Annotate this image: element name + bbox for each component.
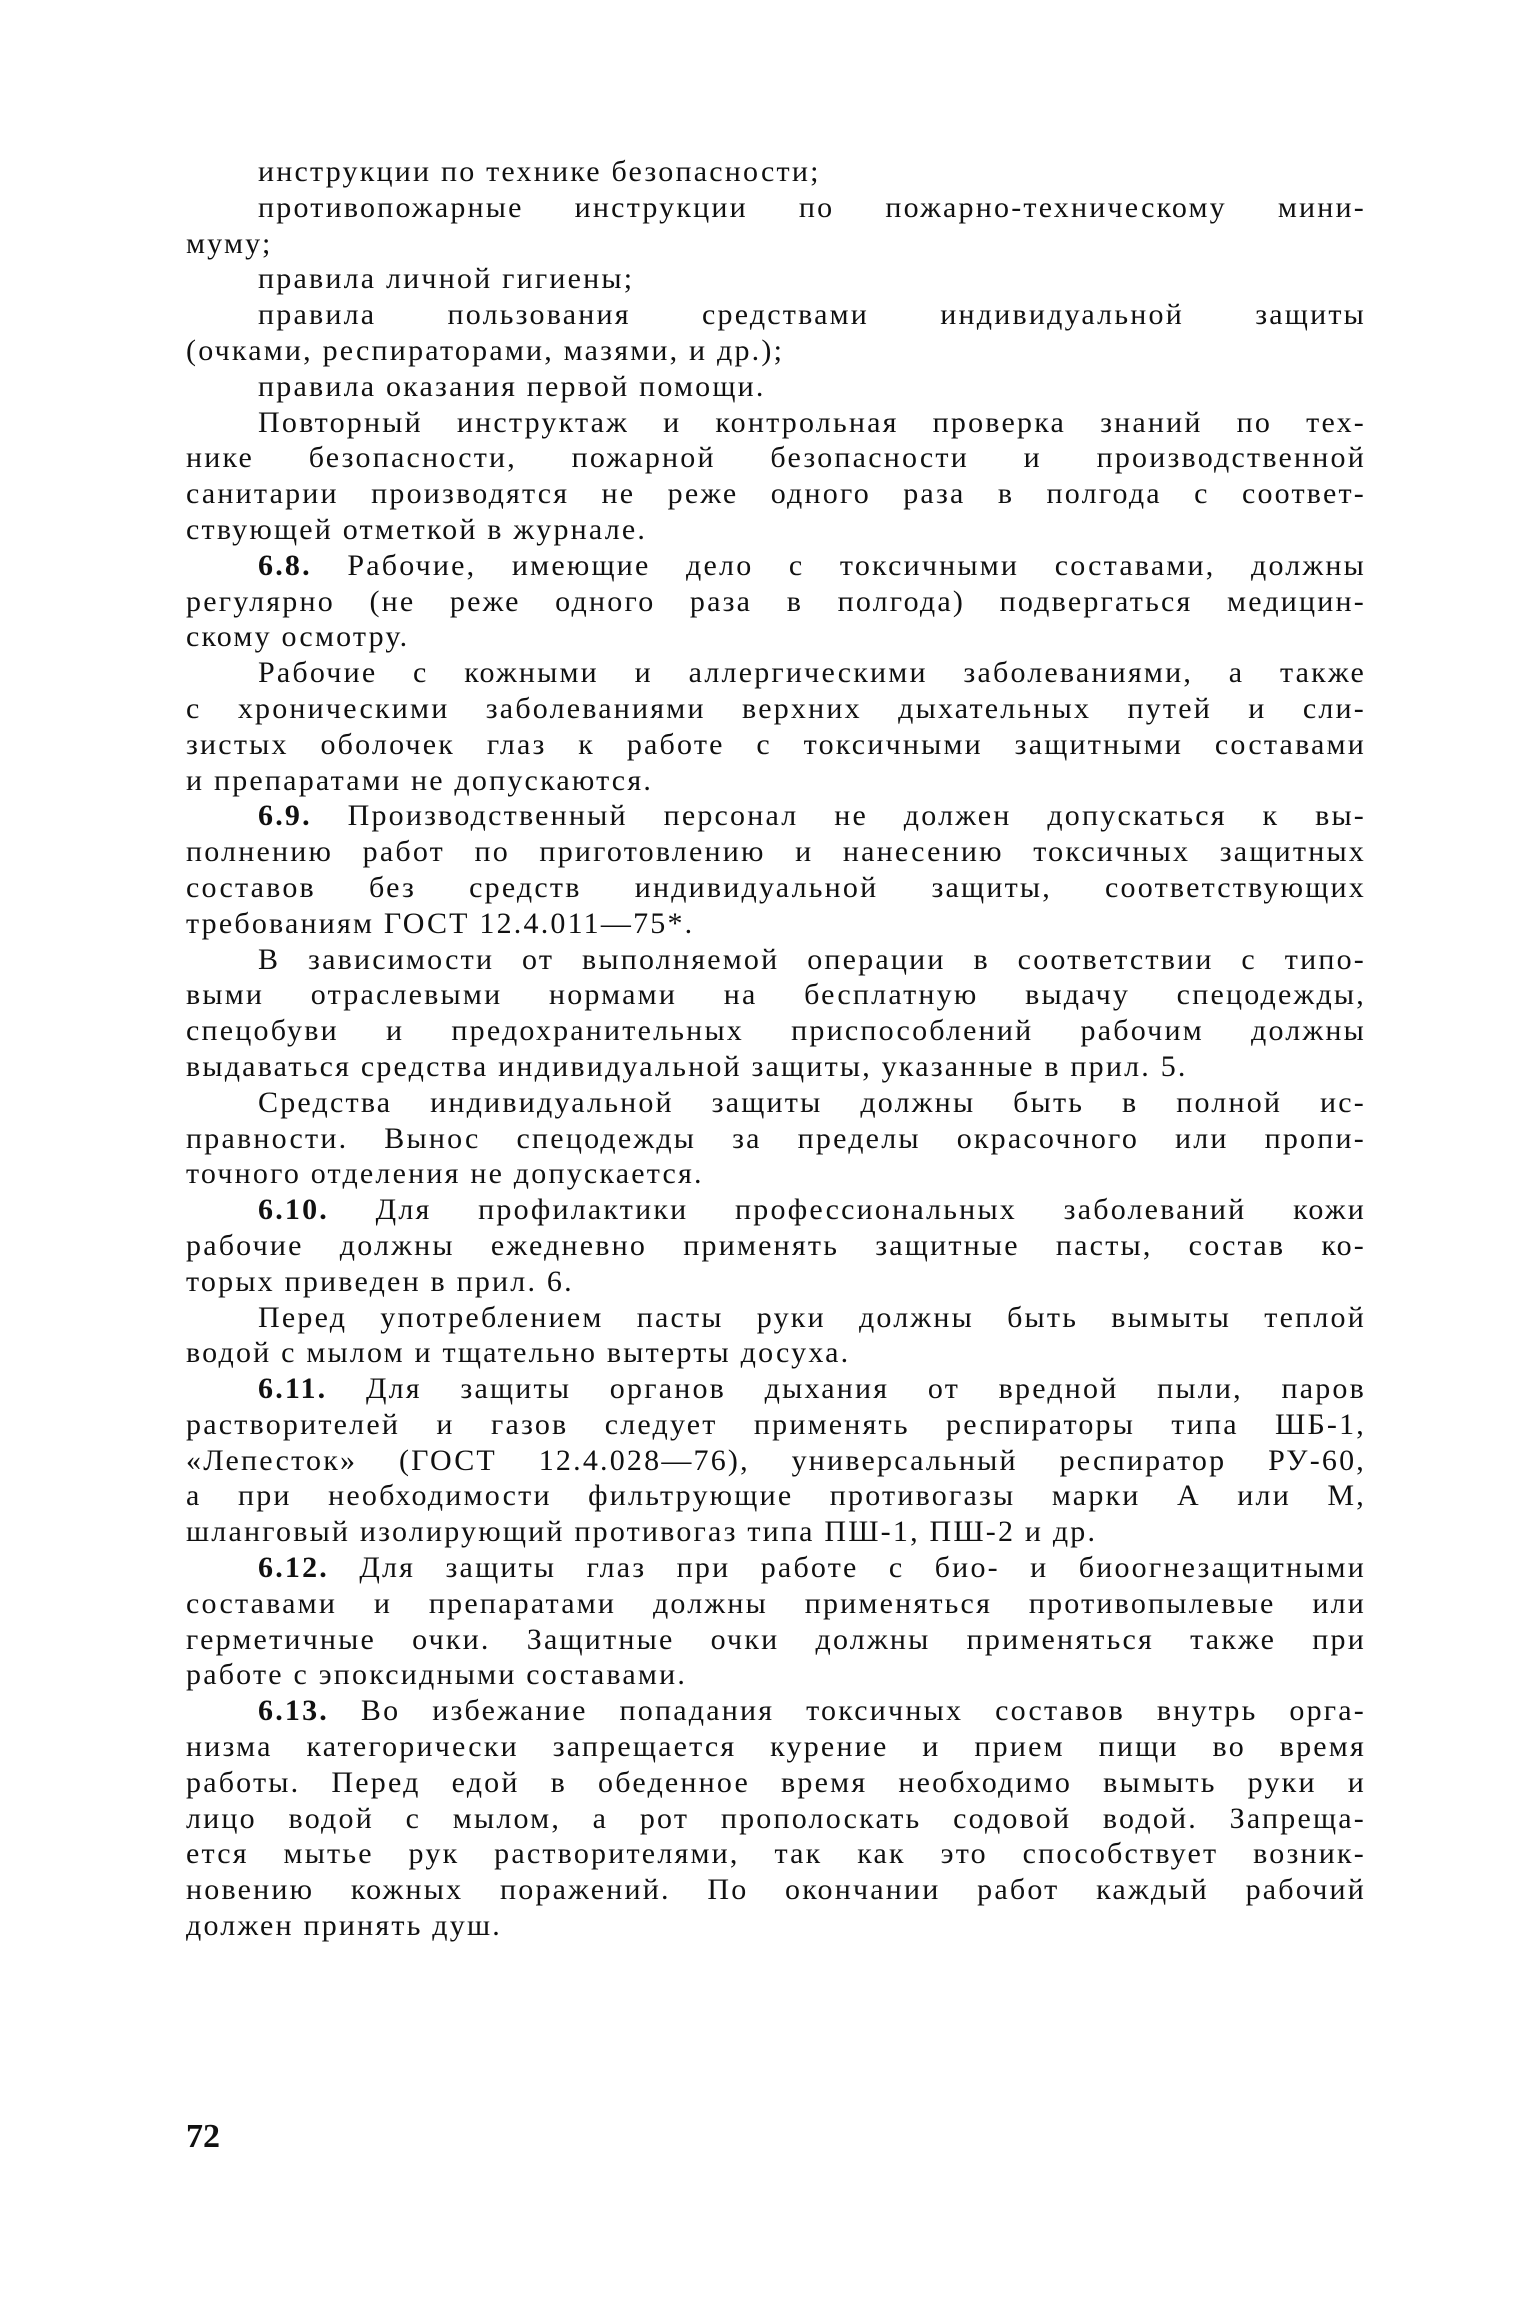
paragraph [186,1371,1366,1550]
document-body [186,154,1366,1944]
text-line: «Лепесток» (ГОСТ 12.4.028—76), универсальный респиратор РУ-60, [186,1443,1366,1477]
paragraph [186,1300,1366,1372]
text-line: и препаратами не допускаются. [186,763,654,797]
page-number: 72 [186,2118,220,2155]
text-line: Повторный инструктаж и контрольная проверка знаний по тех- [258,405,1366,439]
text-line-content: Производственный персонал не должен допускаться к вы- [311,799,1366,833]
text-line [186,1371,1366,1407]
text-line: правила пользования средствами индивидуальной защиты [258,298,1366,332]
text-line [186,798,1366,834]
section-number: 6.12. [258,1551,329,1585]
text-line: (очками, респираторами, мазями, и др.); [186,333,785,367]
section-number: 6.10. [258,1193,329,1227]
text-line: Средства индивидуальной защиты должны быть в полной ис- [258,1085,1366,1119]
text-line: шланговый изолирующий противогаз типа ПШ-1, ПШ-2 и др. [186,1515,1098,1549]
text-line [186,548,1366,584]
paragraph [186,1192,1366,1299]
text-line: водой с мылом и тщательно вытерты досуха. [186,1336,851,1370]
text-line: лицо водой с мылом, а рот прополоскать содовой водой. Запреща- [186,1801,1366,1835]
text-line: составами и препаратами должны применяться противопылевые или [186,1586,1366,1620]
text-line-content: Для профилактики профессиональных заболеваний кожи [329,1193,1366,1227]
text-line: работе с эпоксидными составами. [186,1658,688,1692]
text-line: торых приведен в прил. 6. [186,1264,574,1298]
paragraph [186,942,1366,1085]
text-line: регулярно (не реже одного раза в полгода) подвергаться медицин- [186,584,1366,618]
text-line [186,1192,1366,1228]
paragraph [186,1550,1366,1693]
section-number: 6.8. [258,548,312,582]
text-line [186,1693,1366,1729]
paragraph [186,369,1366,405]
section-number: 6.13. [258,1694,329,1728]
text-line: Перед употреблением пасты руки должны быть вымыты теплой [258,1300,1366,1334]
text-line-content: Рабочие, имеющие дело с токсичными составами, должны [311,548,1366,582]
text-line: полнению работ по приготовлению и нанесению токсичных защитных [186,835,1366,869]
text-line: В зависимости от выполняемой операции в соответствии с типо- [258,942,1366,976]
text-line: с хроническими заболеваниями верхних дыхательных путей и сли- [186,691,1366,725]
text-line: новению кожных поражений. По окончании работ каждый рабочий [186,1873,1366,1907]
section-number: 6.11. [258,1372,328,1406]
text-line: выми отраслевыми нормами на бесплатную выдачу спецодежды, [186,978,1366,1012]
paragraph [186,548,1366,655]
text-line: низма категорически запрещается курение и прием пищи во время [186,1730,1366,1764]
text-line: работы. Перед едой в обеденное время необходимо вымыть руки и [186,1765,1366,1799]
paragraph [186,190,1366,262]
text-line: Рабочие с кожными и аллергическими заболеваниями, а также [258,656,1366,690]
text-line: должен принять душ. [186,1909,502,1943]
text-line: точного отделения не допускается. [186,1157,704,1191]
text-line: нике безопасности, пожарной безопасности и производственной [186,441,1366,475]
text-line: правила личной гигиены; [258,262,635,296]
text-line: составов без средств индивидуальной защиты, соответствующих [186,870,1366,904]
paragraph [186,297,1366,369]
text-line: рабочие должны ежедневно применять защитные пасты, состав ко- [186,1228,1366,1262]
paragraph [186,154,1366,190]
text-line: ется мытье рук растворителями, так как это способствует возник- [186,1837,1366,1871]
text-line-content: Для защиты органов дыхания от вредной пыли, паров [327,1372,1366,1406]
text-line: ствующей отметкой в журнале. [186,512,648,546]
text-line: растворителей и газов следует применять респираторы типа ШБ-1, [186,1407,1366,1441]
text-line: выдаваться средства индивидуальной защиты, указанные в прил. 5. [186,1049,1188,1083]
paragraph [186,405,1366,548]
paragraph [186,261,1366,297]
text-line: а при необходимости фильтрующие противогазы марки А или М, [186,1479,1366,1513]
text-line: герметичные очки. Защитные очки должны применяться также при [186,1622,1366,1656]
text-line: требованиям ГОСТ 12.4.011—75*. [186,906,695,940]
text-line: правила оказания первой помощи. [258,369,766,403]
section-number: 6.9. [258,799,312,833]
paragraph [186,798,1366,941]
text-line-content: Для защиты глаз при работе с био- и биоогнезащитными [329,1551,1366,1585]
text-line: зистых оболочек глаз к работе с токсичными защитными составами [186,727,1366,761]
text-line-content: Во избежание попадания токсичных составов внутрь орга- [329,1694,1366,1728]
text-line [186,1550,1366,1586]
text-line: санитарии производятся не реже одного раза в полгода с соответ- [186,477,1366,511]
text-line: скому осмотру. [186,620,410,654]
paragraph [186,1693,1366,1944]
text-line: инструкции по технике безопасности; [258,155,821,188]
text-line: спецобуви и предохранительных приспособлений рабочим должны [186,1014,1366,1048]
paragraph [186,655,1366,798]
text-line: муму; [186,226,273,260]
text-line: противопожарные инструкции по пожарно-техническому мини- [258,190,1366,224]
paragraph [186,1085,1366,1192]
text-line: правности. Вынос спецодежды за пределы окрасочного или пропи- [186,1121,1366,1155]
